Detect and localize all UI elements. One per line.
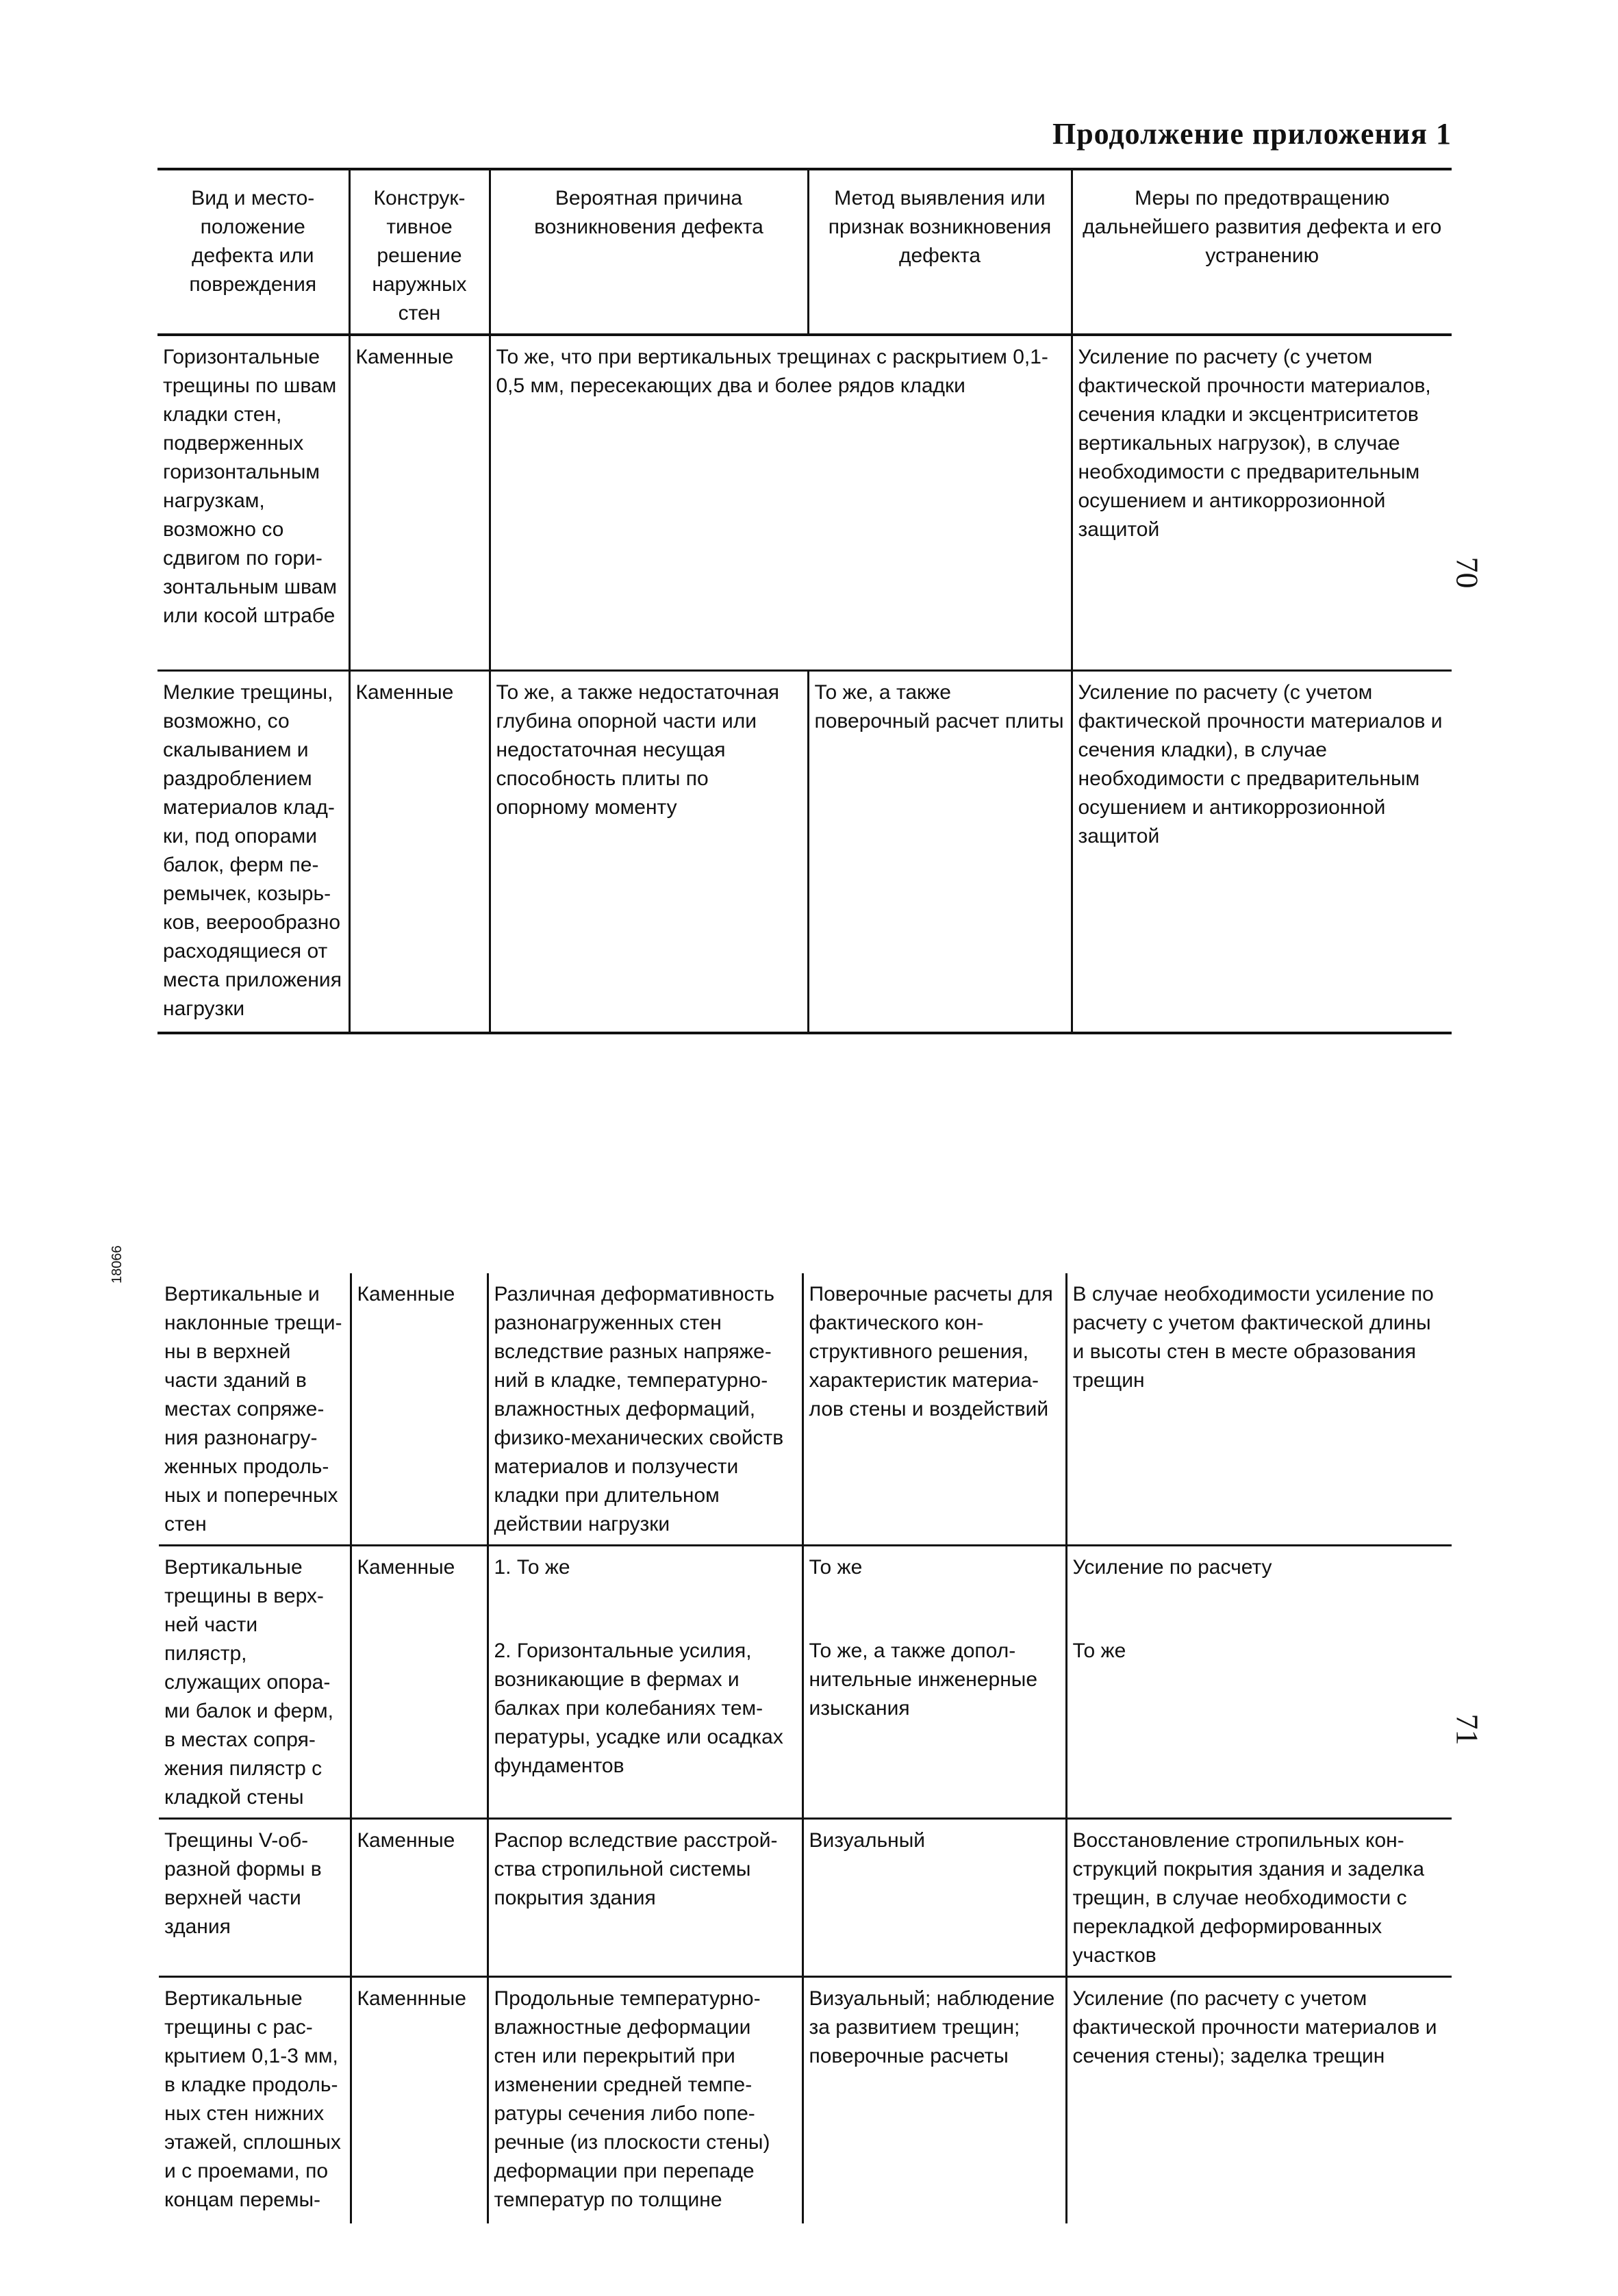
column-header-measures: Меры по предотвращению дальнейшего развития дефекта и его устранению	[1072, 169, 1452, 335]
cell-method: Поверочные расчеты для фактического конструктивного решения, характеристик материалов стены и воздействий	[802, 1273, 1066, 1546]
measures-item-1: Усиление по расчету	[1072, 1556, 1272, 1579]
table-row	[159, 1977, 1452, 2223]
cell-defect: Трещины V-образной формы в верхней части здания	[159, 1819, 351, 1977]
cell-structure: Каменнные	[351, 1977, 488, 2223]
cell-method: Визуальный; наблюдение за развитием трещин; поверочные расчеты	[802, 1977, 1066, 2223]
cell-structure: Каменные	[349, 335, 490, 670]
cause-item-1: 1. То же	[494, 1556, 570, 1579]
cell-cause-method: То же, что при вертикальных трещинах с раскрытием 0,1-0,5 мм, пересекающих два и более рядов кладки	[490, 335, 1072, 670]
cell-measures: Усиление по расчету (с учетом фактической прочности материалов, сечения кладки и эксцентриситетов вертикальных нагрузок), в случае необходимости с предварительным осушением и антикоррозионной защитой	[1072, 335, 1452, 670]
defects-table-lower	[159, 1273, 1452, 2223]
table-row	[159, 1273, 1452, 1546]
page-number-upper: 70	[1450, 557, 1485, 589]
table-row	[159, 1546, 1452, 1819]
cell-method: То же, а также поверочный расчет плиты	[808, 670, 1072, 1033]
cell-structure: Каменные	[351, 1819, 488, 1977]
side-stamp: 18066	[110, 1245, 125, 1284]
spacer	[1073, 1582, 1447, 1637]
table-header-row	[157, 169, 1452, 335]
cell-defect: Вертикальные трещины с раскрытием 0,1-3 мм, в кладке продольных стен нижних этажей, сплошных и с проемами, по концам перемы-	[159, 1977, 351, 2223]
cell-cause	[488, 1546, 802, 1819]
cell-structure: Каменные	[351, 1273, 488, 1546]
column-header-defect: Вид и местоположение дефекта или повреждения	[157, 169, 349, 335]
page-number-lower: 71	[1450, 1713, 1485, 1746]
column-header-structure: Конструктивное решение наружных стен	[349, 169, 490, 335]
cell-measures: В случае необходимости усиление по расчету с учетом фактической длины и высоты стен в месте образования трещин	[1066, 1273, 1452, 1546]
cell-cause: То же, а также недостаточная глубина опорной части или недостаточная несущая способность плиты по опорному моменту	[490, 670, 808, 1033]
method-item-1: То же	[809, 1556, 863, 1579]
cell-measures	[1066, 1546, 1452, 1819]
cell-method: Визуальный	[802, 1819, 1066, 1977]
cell-defect: Мелкие трещины, возможно, со скалыванием и раздроблением материалов кладки, под опорами балок, ферм перемычек, козырьков, веерообразно расходящиеся от места приложения нагрузки	[157, 670, 349, 1033]
cell-measures: Усиление по расчету (с учетом фактической прочности материалов и сечения кладки), в случае необходимости с предварительным осушением и антикоррозионной защитой	[1072, 670, 1452, 1033]
cell-method	[802, 1546, 1066, 1819]
spacer	[809, 1582, 1060, 1637]
cell-cause: Различная деформативность разнонагруженных стен вследствие разных напряжений в кладке, температурновлажностных деформаций, физико-механических свойств материалов и ползучести кладки при длительном действии нагрузки	[488, 1273, 802, 1546]
column-header-cause: Вероятная причина возникновения дефекта	[490, 169, 808, 335]
cell-cause: Продольные температурновлажностные деформации стен или перекрытий при изменении средней температуры сечения либо поперечные (из плоскости стены) деформации при перепаде температур по толщине	[488, 1977, 802, 2223]
column-header-method: Метод выявления или признак возникновения дефекта	[808, 169, 1072, 335]
table-row	[157, 335, 1452, 670]
cell-defect: Вертикальные и наклонные трещины в верхней части зданий в местах сопряжения разнонагруженных продольных и поперечных стен	[159, 1273, 351, 1546]
page-heading: Продолжение приложения 1	[1052, 117, 1452, 151]
cell-defect: Горизонтальные трещины по швам кладки стен, подверженных горизонтальным нагрузкам, возможно со сдвигом по горизонтальным швам или косой штрабе	[157, 335, 349, 670]
cause-item-2: 2. Горизонтальные усилия, возникающие в фермах и балках при колебаниях температуры, усадке или осадках фундаментов	[494, 1640, 783, 1777]
cell-structure: Каменные	[349, 670, 490, 1033]
cell-defect: Вертикальные трещины в верхней части пилястр, служащих опорами балок и ферм, в местах сопряжения пилястр с кладкой стены	[159, 1546, 351, 1819]
method-item-2: То же, а также дополнительные инженерные изыскания	[809, 1640, 1038, 1720]
table-row	[157, 670, 1452, 1033]
table-row	[159, 1819, 1452, 1977]
cell-measures: Восстановление стропильных конструкций покрытия здания и заделка трещин, в случае необходимости с перекладкой деформированных участков	[1066, 1819, 1452, 1977]
cell-cause: Распор вследствие расстройства стропильной системы покрытия здания	[488, 1819, 802, 1977]
measures-item-2: То же	[1072, 1640, 1126, 1662]
spacer	[494, 1582, 796, 1637]
cell-measures: Усиление (по расчету с учетом фактической прочности материалов и сечения стены); заделка трещин	[1066, 1977, 1452, 2223]
cell-structure: Каменные	[351, 1546, 488, 1819]
defects-table-upper	[157, 168, 1452, 1034]
